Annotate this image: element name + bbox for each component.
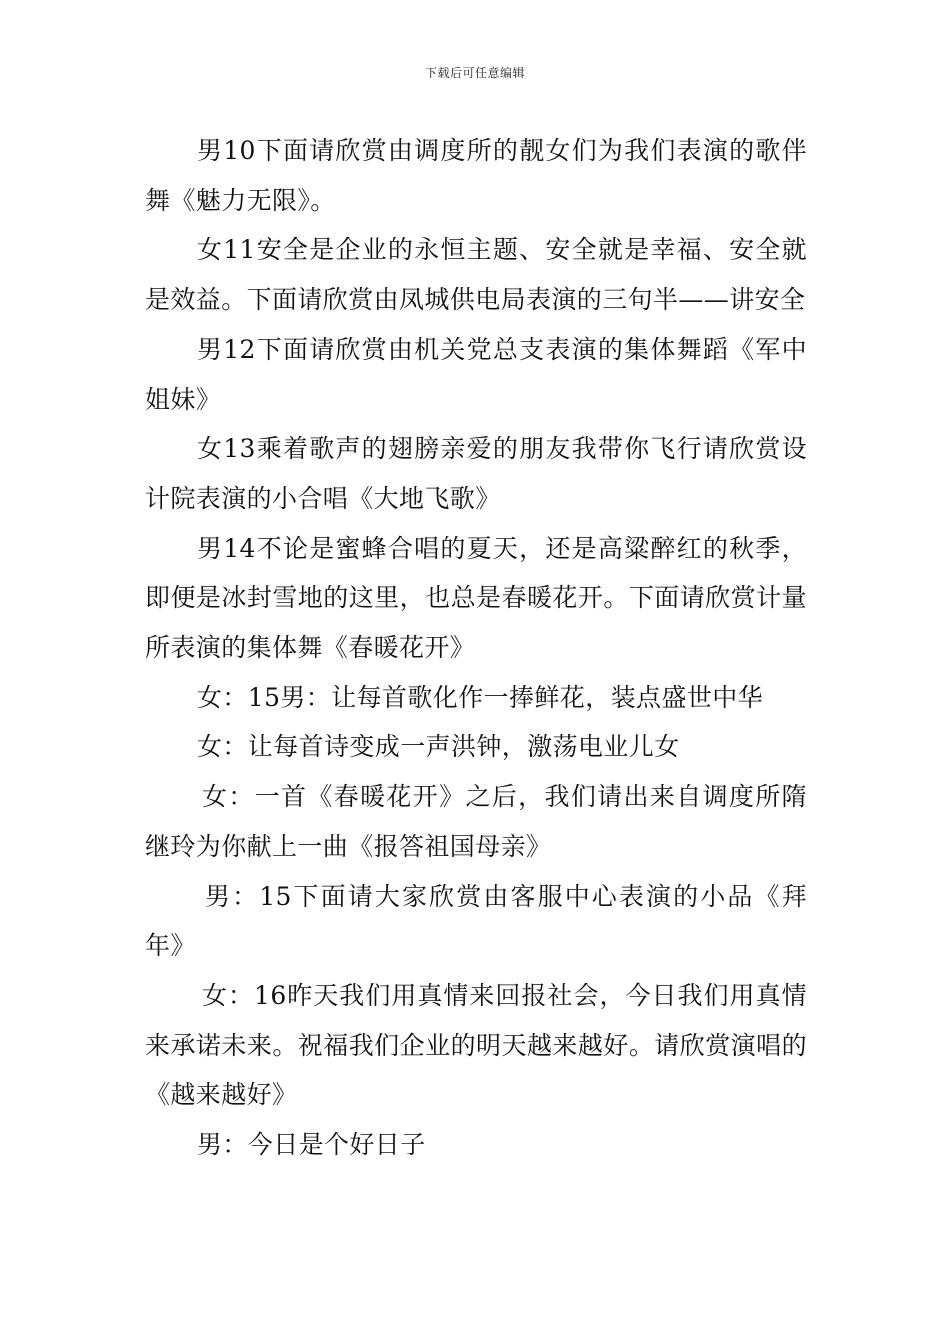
page-header: 下载后可任意编辑 (424, 66, 525, 80)
paragraph-1: 男10下面请欣赏由调度所的靓女们为我们表演的歌伴舞《魅力无限》。 (145, 136, 807, 215)
paragraph-11: 男：今日是个好日子 (197, 1130, 426, 1160)
paragraph-3: 男12下面请欣赏由机关党总支表演的集体舞蹈《军中姐妹》 (145, 334, 807, 414)
paragraph-7: 女：让每首诗变成一声洪钟，激荡电业儿女 (197, 732, 680, 762)
paragraph-10: 女：16昨天我们用真情来回报社会，今日我们用真情来承诺未来。祝福我们企业的明天越来越好。请欣赏演唱的《越来越好》 (145, 980, 807, 1110)
document-body (145, 126, 807, 1170)
paragraph-4: 女13乘着歌声的翅膀亲爱的朋友我带你飞行请欣赏设计院表演的小合唱《大地飞歌》 (145, 434, 807, 513)
paragraph-5: 男14不论是蜜蜂合唱的夏天，还是高粱醉红的秋季，即便是冰封雪地的这里，也总是春暖花开。下面请欣赏计量所表演的集体舞《春暖花开》 (145, 533, 807, 663)
paragraph-8: 女：一首《春暖花开》之后，我们请出来自调度所隋继玲为你献上一曲《报答祖国母亲》 (145, 782, 807, 861)
paragraph-9: 男：15下面请大家欣赏由客服中心表演的小品《拜年》 (145, 881, 807, 961)
paragraph-6: 女：15男：让每首歌化作一捧鲜花，装点盛世中华 (197, 682, 764, 712)
paragraph-2: 女11安全是企业的永恒主题、安全就是幸福、安全就是效益。下面请欣赏由凤城供电局表演的三句半——讲安全 (145, 235, 807, 315)
